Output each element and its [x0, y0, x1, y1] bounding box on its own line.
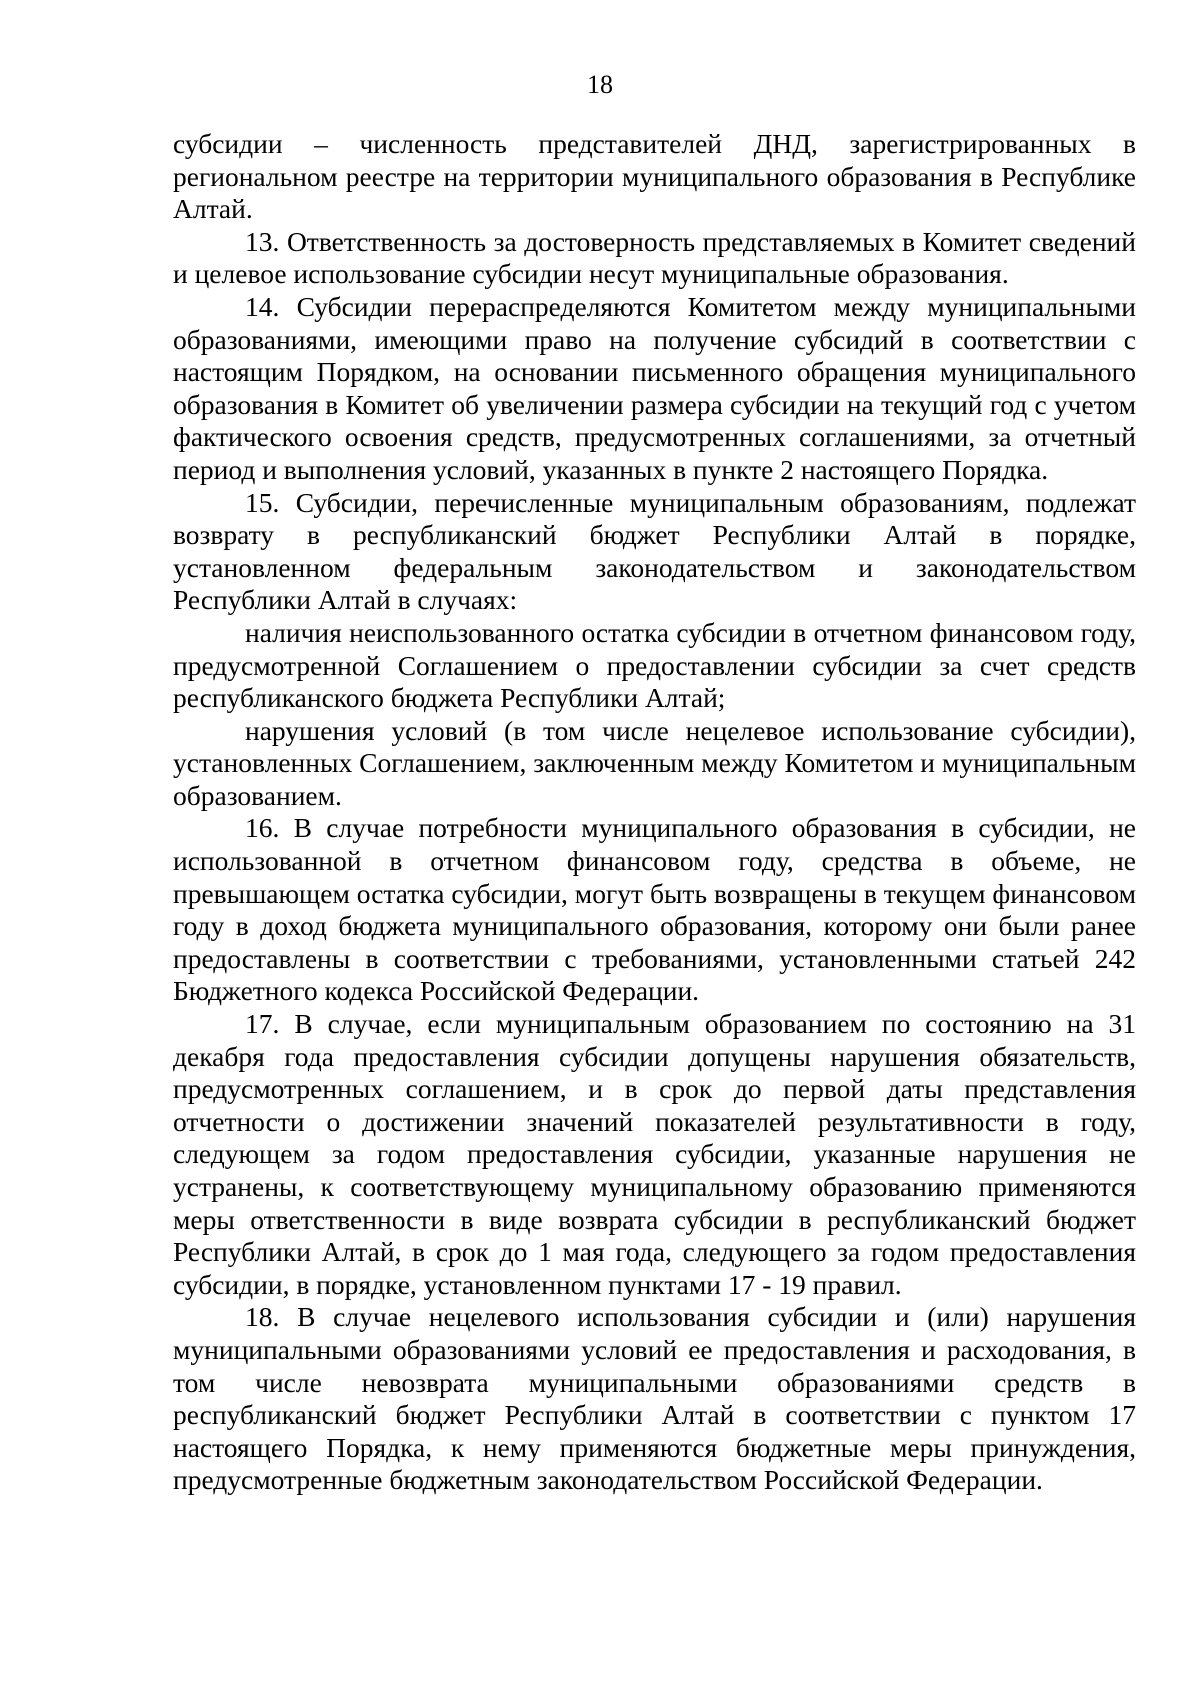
paragraph-item-17: 17. В случае, если муниципальным образованием по состоянию на 31 декабря года предоставления субсидии допущены нарушения обязательств, предусмотренных соглашением, и в срок до первой даты представления отчетности о достижении значений показателей результативности в году, следующем за годом предоставления субсидии, указанные нарушения не устранены, к соответствующему муниципальному образованию применяются меры ответственности в виде возврата субсидии в республиканский бюджет Республики Алтай, в срок до 1 мая года, следующего за годом предоставления субсидии, в порядке, установленном пунктами 17 - 19 правил. — [173, 1008, 1136, 1300]
paragraph-item-16: 16. В случае потребности муниципального образования в субсидии, не использованной в отчетном финансовом году, средства в объеме, не превышающем остатка субсидии, могут быть возвращены в текущем финансовом году в доход бюджета муниципального образования, которому они были ранее предоставлены в соответствии с требованиями, установленными статьей 242 Бюджетного кодекса Российской Федерации. — [173, 812, 1136, 1007]
paragraph-item-15: 15. Субсидии, перечисленные муниципальным образованиям, подлежат возврату в республиканский бюджет Республики Алтай в порядке, установленном федеральным законодательством и законодательством Республики Алтай в случаях: — [173, 486, 1136, 616]
paragraph-item-14: 14. Субсидии перераспределяются Комитетом между муниципальными образованиями, имеющими право на получение субсидий в соответствии с настоящим Порядком, на основании письменного обращения муниципального образования в Комитет об увеличении размера субсидии на текущий год с учетом фактического освоения средств, предусмотренных соглашениями, за отчетный период и выполнения условий, указанных в пункте 2 настоящего Порядка. — [173, 290, 1136, 485]
paragraph-item-18: 18. В случае нецелевого использования субсидии и (или) нарушения муниципальными образованиями условий ее предоставления и расходования, в том числе невозврата муниципальными образованиями средств в республиканский бюджет Республики Алтай в соответствии с пунктом 17 настоящего Порядка, к нему применяются бюджетные меры принуждения, предусмотренные бюджетным законодательством Российской Федерации. — [173, 1301, 1136, 1496]
page-number: 18 — [587, 70, 613, 99]
paragraph-item-13: 13. Ответственность за достоверность представляемых в Комитет сведений и целевое использование субсидии несут муниципальные образования. — [173, 225, 1136, 290]
document-body — [173, 128, 1136, 1497]
paragraph-continuation: субсидии – численность представителей ДНД, зарегистрированных в региональном реестре на территории муниципального образования в Республике Алтай. — [173, 128, 1136, 225]
paragraph-case-unused-balance: наличия неиспользованного остатка субсидии в отчетном финансовом году, предусмотренной Соглашением о предоставлении субсидии за счет средств республиканского бюджета Республики Алтай; — [173, 616, 1136, 714]
paragraph-case-violation: нарушения условий (в том числе нецелевое использование субсидии), установленных Соглашением, заключенным между Комитетом и муниципальным образованием. — [173, 714, 1136, 811]
